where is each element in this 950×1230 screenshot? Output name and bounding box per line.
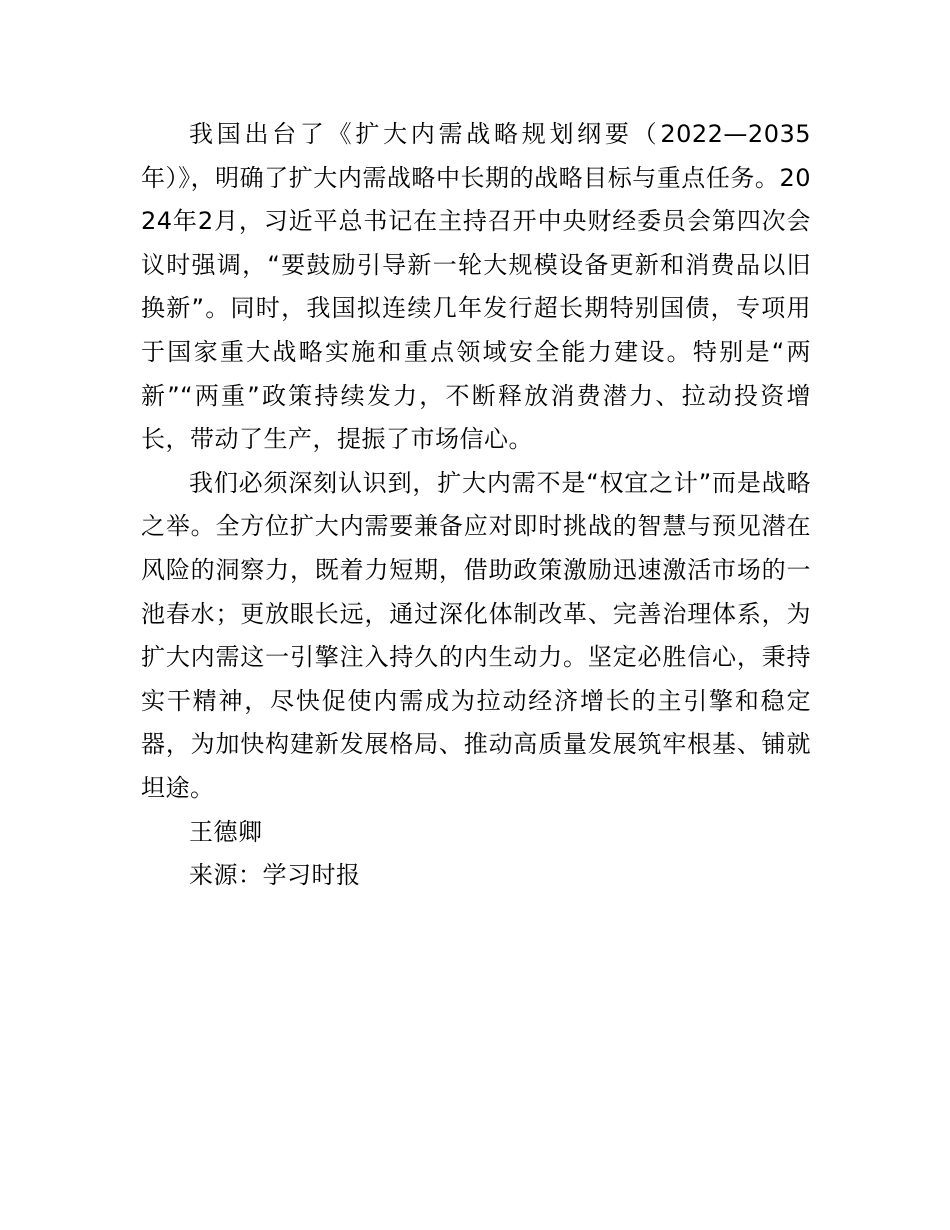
article-paragraph-2: 我们必须深刻认识到，扩大内需不是“权宜之计”而是战略之举。全方位扩大内需要兼备应对即时挑战的智慧与预见潜在风险的洞察力，既着力短期，借助政策激励迅速激活市场的一池春水；更放眼长远，通过深化体制改革、完善治理体系，为扩大内需这一引擎注入持久的内生动力。坚定必胜信心，秉持实干精神，尽快促使内需成为拉动经济增长的主引擎和稳定器，为加快构建新发展格局、推动高质量发展筑牢根基、铺就坦途。 — [141, 468, 811, 802]
article-paragraph-1: 我国出台了《扩大内需战略规划纲要（2022—2035年）》，明确了扩大内需战略中长期的战略目标与重点任务。2024年2月，习近平总书记在主持召开中央财经委员会第四次会议时强调，“要鼓励引导新一轮大规模设备更新和消费品以旧换新”。同时，我国拟连续几年发行超长期特别国债，专项用于国家重大战略实施和重点领域安全能力建设。特别是“两新”“两重”政策持续发力，不断释放消费潜力、拉动投资增长，带动了生产，提振了市场信心。 — [141, 120, 811, 454]
article-source: 来源：学习时报 — [189, 861, 361, 890]
article-author: 王德卿 — [189, 817, 263, 846]
article-body — [141, 113, 811, 898]
